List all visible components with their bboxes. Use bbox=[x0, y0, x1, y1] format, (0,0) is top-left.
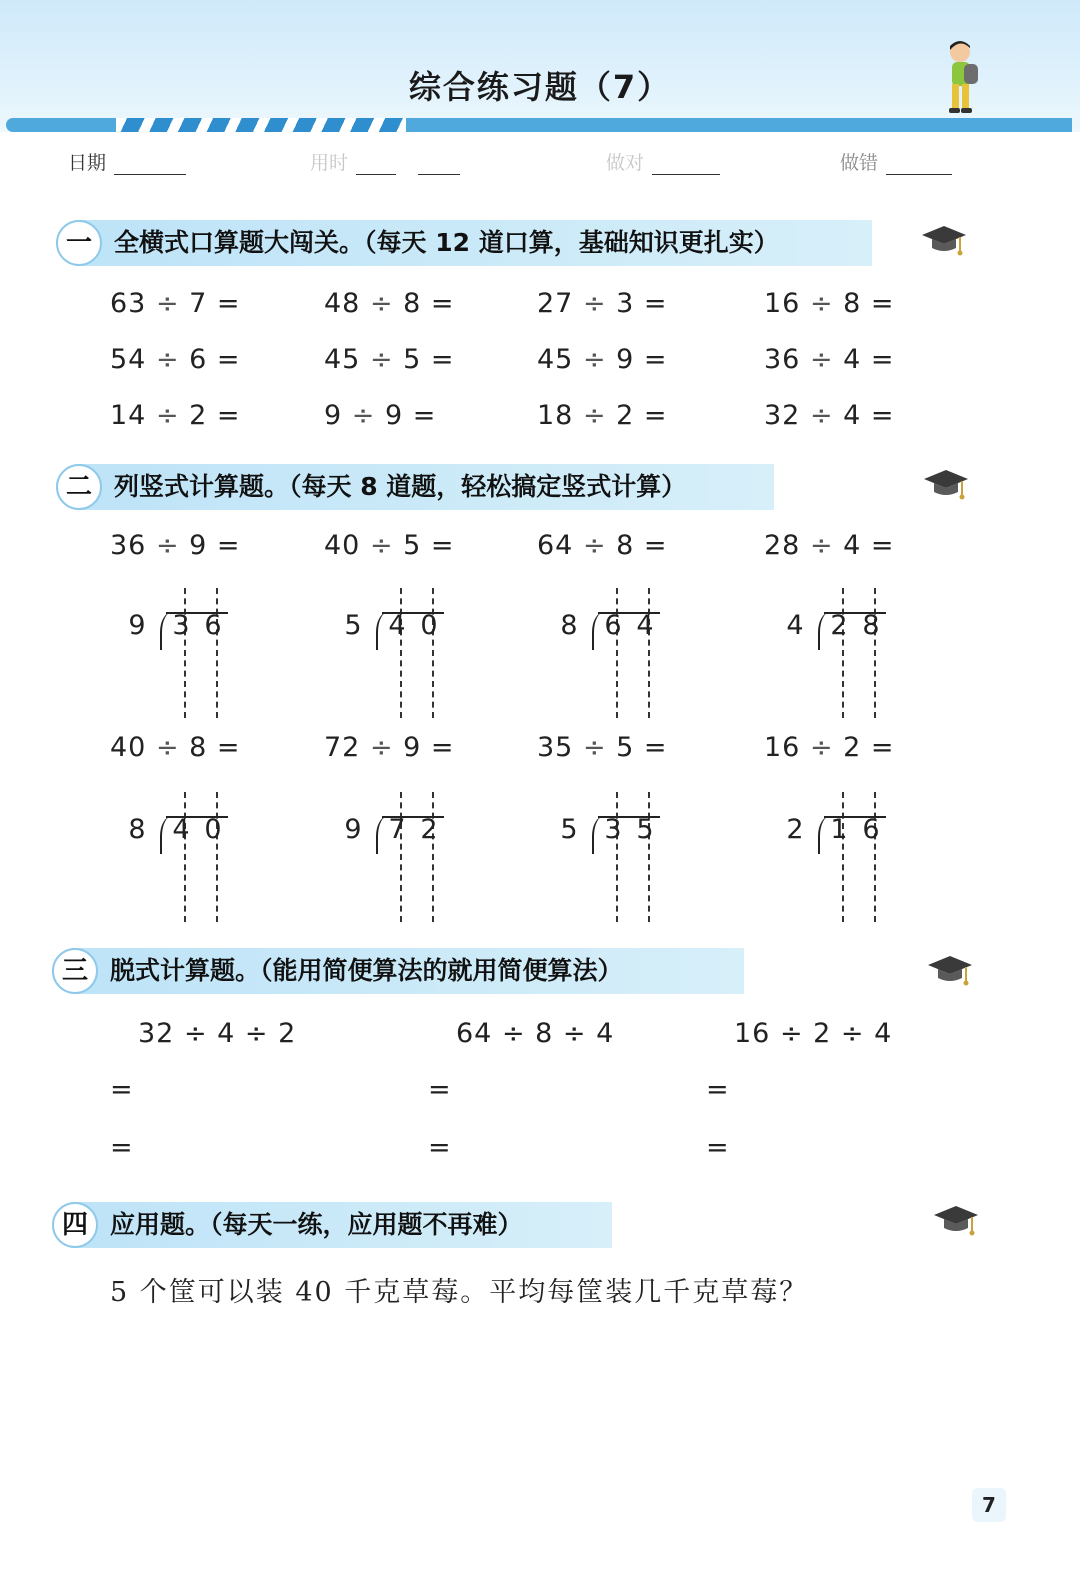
stepwise-expression: 32 ÷ 4 ÷ 2 bbox=[138, 1018, 297, 1049]
time-label: 用时 bbox=[310, 152, 349, 174]
vertical-equation bbox=[324, 732, 455, 763]
equals-sign: = bbox=[634, 732, 668, 763]
equals-sign: = bbox=[207, 344, 241, 375]
divide-sign: ÷ bbox=[800, 400, 844, 431]
long-division-divisor: 2 bbox=[786, 814, 804, 845]
divide-sign: ÷ bbox=[800, 288, 844, 319]
divisor: 2 bbox=[616, 400, 635, 431]
digit-guide-line bbox=[648, 792, 650, 922]
oral-equation bbox=[764, 400, 895, 431]
section-1-header bbox=[56, 220, 872, 266]
divide-sign: ÷ bbox=[360, 530, 404, 561]
divisor: 8 bbox=[616, 530, 635, 561]
divide-sign: ÷ bbox=[573, 288, 617, 319]
mistakes-blank[interactable] bbox=[886, 154, 952, 175]
digit-guide-line bbox=[216, 792, 218, 922]
dividend: 40 bbox=[110, 732, 147, 763]
divisor: 9 bbox=[403, 732, 422, 763]
dividend: 64 bbox=[537, 530, 574, 561]
dividend: 16 bbox=[764, 732, 801, 763]
divisor: 8 bbox=[403, 288, 422, 319]
step-equals-sign: = bbox=[110, 1132, 133, 1163]
equals-sign: = bbox=[421, 530, 455, 561]
divide-sign: ÷ bbox=[360, 288, 404, 319]
divisor: 2 bbox=[189, 400, 208, 431]
divide-sign: ÷ bbox=[146, 530, 190, 561]
long-division-setup bbox=[554, 792, 674, 922]
divisor: 4 bbox=[843, 530, 862, 561]
digit-guide-line bbox=[184, 588, 186, 718]
divisor: 7 bbox=[189, 288, 208, 319]
digit-guide-line bbox=[184, 792, 186, 922]
equals-sign: = bbox=[861, 530, 895, 561]
dividend-digit-tens: 1 bbox=[830, 814, 848, 845]
dividend-digit-tens: 4 bbox=[388, 610, 406, 641]
equals-sign: = bbox=[421, 344, 455, 375]
section-1-number: 一 bbox=[56, 220, 102, 266]
equals-sign: = bbox=[421, 732, 455, 763]
dividend: 36 bbox=[764, 344, 801, 375]
divide-sign: ÷ bbox=[800, 530, 844, 561]
divide-sign: ÷ bbox=[800, 732, 844, 763]
divide-sign: ÷ bbox=[146, 400, 190, 431]
equals-sign: = bbox=[861, 732, 895, 763]
long-division-setup bbox=[780, 792, 900, 922]
divisor: 5 bbox=[403, 344, 422, 375]
divisor: 9 bbox=[616, 344, 635, 375]
digit-guide-line bbox=[842, 792, 844, 922]
divisor: 5 bbox=[616, 732, 635, 763]
header-stripe bbox=[6, 118, 1072, 132]
word-problem-text: 5 个筐可以装 40 千克草莓。平均每筐装几千克草莓？ bbox=[110, 1277, 809, 1308]
vertical-equation bbox=[110, 530, 241, 561]
equals-sign: = bbox=[634, 288, 668, 319]
divide-sign: ÷ bbox=[146, 344, 190, 375]
dividend: 16 bbox=[764, 288, 801, 319]
long-division-divisor: 5 bbox=[560, 814, 578, 845]
divisor: 9 bbox=[189, 530, 208, 561]
divide-sign: ÷ bbox=[146, 732, 190, 763]
oral-equation bbox=[110, 288, 241, 319]
digit-guide-line bbox=[432, 588, 434, 718]
dividend: 54 bbox=[110, 344, 147, 375]
long-division-setup bbox=[554, 588, 674, 718]
dividend-digit-tens: 3 bbox=[172, 610, 190, 641]
digit-guide-line bbox=[648, 588, 650, 718]
digit-guide-line bbox=[616, 588, 618, 718]
dividend: 35 bbox=[537, 732, 574, 763]
time-field bbox=[310, 148, 460, 175]
dividend-digit-ones: 6 bbox=[862, 814, 880, 845]
divisor: 3 bbox=[616, 288, 635, 319]
correct-blank[interactable] bbox=[652, 154, 720, 175]
oral-equation bbox=[537, 344, 668, 375]
equals-sign: = bbox=[634, 530, 668, 561]
vertical-equation bbox=[110, 732, 241, 763]
dividend-digit-tens: 3 bbox=[604, 814, 622, 845]
stripe-hatch bbox=[116, 118, 406, 132]
divide-sign: ÷ bbox=[342, 400, 385, 431]
time-blank-minutes[interactable] bbox=[356, 154, 396, 175]
graduation-cap-icon bbox=[926, 952, 974, 990]
dividend-digit-ones: 6 bbox=[204, 610, 222, 641]
step-equals-sign: = bbox=[706, 1074, 729, 1105]
equals-sign: = bbox=[207, 530, 241, 561]
dividend: 32 bbox=[764, 400, 801, 431]
time-blank-seconds[interactable] bbox=[418, 154, 460, 175]
dividend: 63 bbox=[110, 288, 147, 319]
divide-sign: ÷ bbox=[573, 530, 617, 561]
divisor: 4 bbox=[843, 344, 862, 375]
long-division-setup bbox=[780, 588, 900, 718]
date-field bbox=[68, 148, 186, 175]
long-division-divisor: 4 bbox=[786, 610, 804, 641]
long-division-divisor: 9 bbox=[344, 814, 362, 845]
divisor: 4 bbox=[843, 400, 862, 431]
graduation-cap-icon bbox=[932, 1202, 980, 1240]
dividend: 45 bbox=[537, 344, 574, 375]
oral-equation bbox=[324, 344, 455, 375]
dividend: 72 bbox=[324, 732, 361, 763]
divide-sign: ÷ bbox=[146, 288, 190, 319]
equals-sign: = bbox=[207, 400, 241, 431]
vertical-equation bbox=[764, 732, 895, 763]
divide-sign: ÷ bbox=[360, 732, 404, 763]
boy-with-backpack-icon bbox=[938, 38, 986, 118]
dividend: 48 bbox=[324, 288, 361, 319]
divisor: 2 bbox=[843, 732, 862, 763]
equals-sign: = bbox=[403, 400, 437, 431]
divisor: 5 bbox=[403, 530, 422, 561]
divisor: 8 bbox=[843, 288, 862, 319]
dividend-digit-tens: 7 bbox=[388, 814, 406, 845]
digit-guide-line bbox=[874, 792, 876, 922]
page-number: 7 bbox=[972, 1488, 1006, 1522]
dividend-digit-ones: 4 bbox=[636, 610, 654, 641]
oral-equation bbox=[110, 400, 241, 431]
divide-sign: ÷ bbox=[573, 732, 617, 763]
date-blank[interactable] bbox=[114, 154, 186, 175]
dividend: 27 bbox=[537, 288, 574, 319]
dividend-digit-ones: 0 bbox=[420, 610, 438, 641]
section-3-header bbox=[52, 948, 744, 994]
section-4-heading: 应用题。（每天一练，应用题不再难） bbox=[110, 1210, 523, 1239]
digit-guide-line bbox=[216, 588, 218, 718]
equals-sign: = bbox=[861, 344, 895, 375]
divisor: 6 bbox=[189, 344, 208, 375]
oral-equation bbox=[537, 400, 668, 431]
equals-sign: = bbox=[634, 400, 668, 431]
section-1-heading: 全横式口算题大闯关。（每天 12 道口算，基础知识更扎实） bbox=[114, 228, 779, 257]
dividend: 28 bbox=[764, 530, 801, 561]
section-2-heading: 列竖式计算题。（每天 8 道题，轻松搞定竖式计算） bbox=[114, 472, 687, 501]
dividend-digit-tens: 4 bbox=[172, 814, 190, 845]
equals-sign: = bbox=[634, 344, 668, 375]
dividend: 18 bbox=[537, 400, 574, 431]
section-3-heading: 脱式计算题。（能用简便算法的就用简便算法） bbox=[110, 956, 623, 985]
dividend: 9 bbox=[324, 400, 343, 431]
dividend: 45 bbox=[324, 344, 361, 375]
digit-guide-line bbox=[874, 588, 876, 718]
divide-sign: ÷ bbox=[573, 400, 617, 431]
oral-equation bbox=[324, 288, 455, 319]
equals-sign: = bbox=[421, 288, 455, 319]
step-equals-sign: = bbox=[428, 1074, 451, 1105]
date-label: 日期 bbox=[68, 152, 107, 174]
long-division-setup bbox=[338, 792, 458, 922]
section-4-number: 四 bbox=[52, 1202, 98, 1248]
graduation-cap-icon bbox=[920, 222, 968, 260]
oral-equation bbox=[324, 400, 436, 431]
equals-sign: = bbox=[207, 288, 241, 319]
step-equals-sign: = bbox=[706, 1132, 729, 1163]
mistakes-field bbox=[840, 148, 952, 175]
digit-guide-line bbox=[616, 792, 618, 922]
dividend-digit-ones: 0 bbox=[204, 814, 222, 845]
dividend-digit-ones: 2 bbox=[420, 814, 438, 845]
dividend-digit-tens: 2 bbox=[830, 610, 848, 641]
oral-equation bbox=[764, 344, 895, 375]
equals-sign: = bbox=[861, 400, 895, 431]
dividend-digit-ones: 5 bbox=[636, 814, 654, 845]
vertical-equation bbox=[764, 530, 895, 561]
divide-sign: ÷ bbox=[573, 344, 617, 375]
page-title: 综合练习题（7） bbox=[408, 68, 672, 106]
correct-label: 做对 bbox=[606, 152, 645, 174]
section-2-header bbox=[56, 464, 774, 510]
digit-guide-line bbox=[400, 792, 402, 922]
long-division-divisor: 9 bbox=[128, 610, 146, 641]
vertical-equation bbox=[324, 530, 455, 561]
mistakes-label: 做错 bbox=[840, 152, 879, 174]
section-2-number: 二 bbox=[56, 464, 102, 510]
stepwise-expression: 64 ÷ 8 ÷ 4 bbox=[456, 1018, 615, 1049]
long-division-setup bbox=[122, 588, 242, 718]
step-equals-sign: = bbox=[428, 1132, 451, 1163]
vertical-equation bbox=[537, 732, 668, 763]
digit-guide-line bbox=[432, 792, 434, 922]
digit-guide-line bbox=[400, 588, 402, 718]
dividend-digit-ones: 8 bbox=[862, 610, 880, 641]
equals-sign: = bbox=[861, 288, 895, 319]
vertical-equation bbox=[537, 530, 668, 561]
divisor: 8 bbox=[189, 732, 208, 763]
stepwise-expression: 16 ÷ 2 ÷ 4 bbox=[734, 1018, 893, 1049]
equals-sign: = bbox=[207, 732, 241, 763]
divide-sign: ÷ bbox=[360, 344, 404, 375]
oral-equation bbox=[537, 288, 668, 319]
dividend: 36 bbox=[110, 530, 147, 561]
step-equals-sign: = bbox=[110, 1074, 133, 1105]
divisor: 9 bbox=[384, 400, 404, 431]
oral-equation bbox=[110, 344, 241, 375]
correct-field bbox=[606, 148, 720, 175]
long-division-setup bbox=[338, 588, 458, 718]
oral-equation bbox=[764, 288, 895, 319]
long-division-divisor: 8 bbox=[128, 814, 146, 845]
divide-sign: ÷ bbox=[800, 344, 844, 375]
long-division-setup bbox=[122, 792, 242, 922]
long-division-divisor: 8 bbox=[560, 610, 578, 641]
graduation-cap-icon bbox=[922, 466, 970, 504]
section-4-header bbox=[52, 1202, 612, 1248]
dividend: 40 bbox=[324, 530, 361, 561]
dividend: 14 bbox=[110, 400, 147, 431]
section-3-number: 三 bbox=[52, 948, 98, 994]
digit-guide-line bbox=[842, 588, 844, 718]
long-division-divisor: 5 bbox=[344, 610, 362, 641]
dividend-digit-tens: 6 bbox=[604, 610, 622, 641]
